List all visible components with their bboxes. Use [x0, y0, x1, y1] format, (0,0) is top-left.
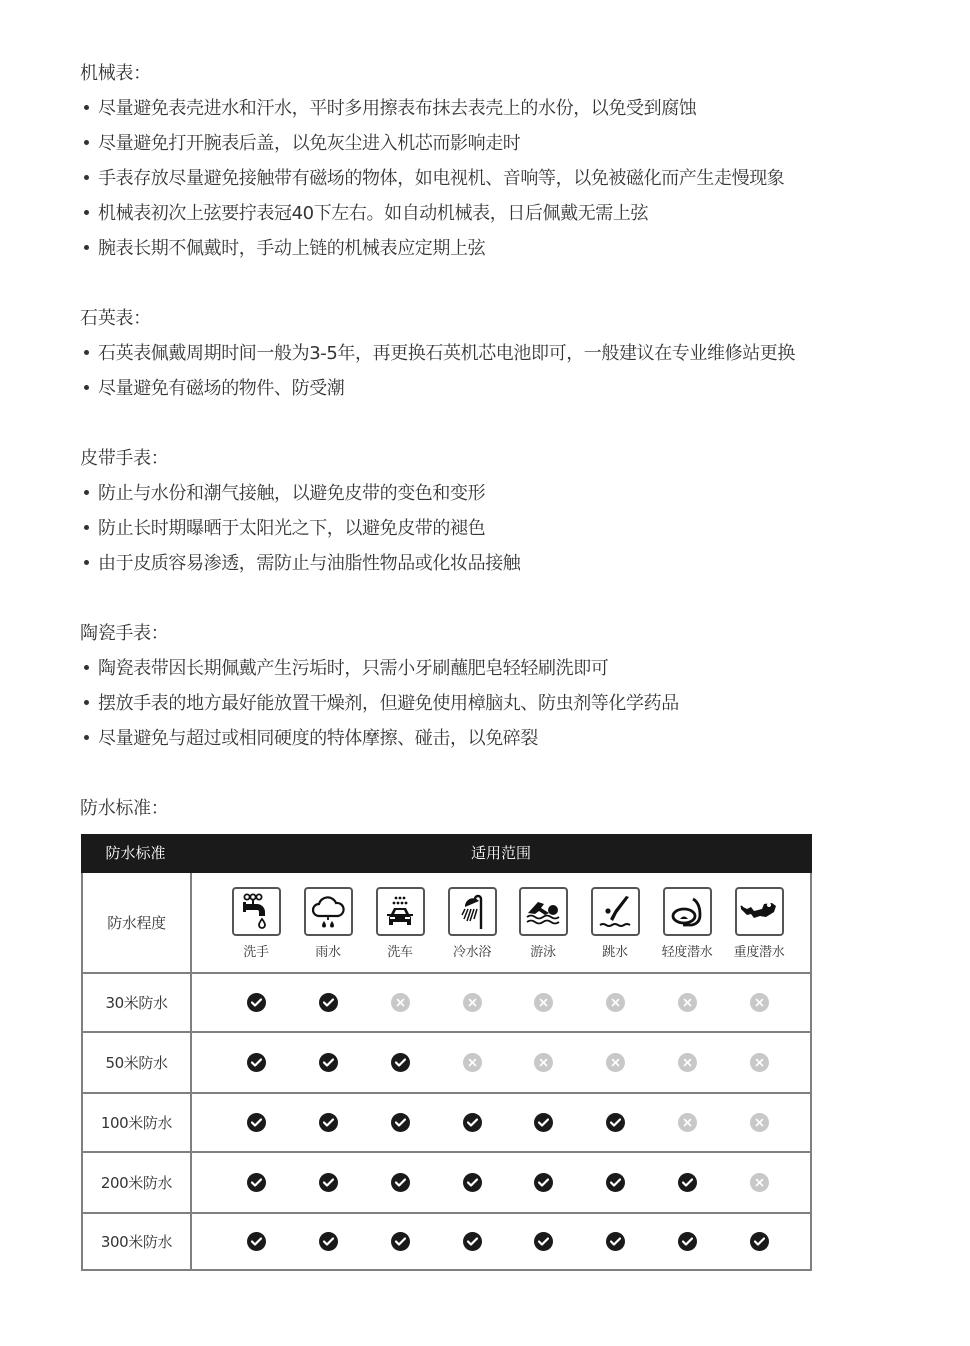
bullet-icon: [84, 560, 89, 565]
row-cells: [192, 1153, 810, 1212]
support-cell: [507, 1094, 579, 1151]
support-cell: [723, 1094, 795, 1151]
check-icon: [319, 1173, 338, 1192]
list-item: [80, 371, 940, 406]
swimming-icon: [519, 887, 568, 936]
row-cells: [192, 1033, 810, 1092]
list-item: [80, 546, 940, 581]
list-item-text: 尽量避免打开腕表后盖，以免灰尘进入机芯而影响走时: [98, 133, 521, 154]
support-cell: [364, 974, 436, 1031]
list-item-text: 由于皮质容易渗透，需防止与油脂性物品或化妆品接触: [98, 553, 521, 574]
section: [80, 616, 940, 756]
list-item: [80, 161, 940, 196]
bullet-icon: [84, 385, 89, 390]
cross-icon: [678, 993, 697, 1012]
support-cell: [436, 1033, 508, 1092]
check-icon: [391, 1232, 410, 1251]
check-icon: [606, 1232, 625, 1251]
activity-label: 洗手: [243, 945, 269, 960]
activity-cell: [220, 873, 292, 972]
check-icon: [391, 1113, 410, 1132]
section-title: 皮带手表：: [80, 448, 169, 469]
support-cell: [579, 1214, 651, 1269]
support-cell: [651, 1033, 723, 1092]
support-cell: [579, 1033, 651, 1092]
cross-icon: [678, 1053, 697, 1072]
list-item-text: 尽量避免有磁场的物件、防受潮: [98, 378, 345, 399]
support-cell: [220, 1214, 292, 1269]
support-cell: [220, 974, 292, 1031]
table-row: [83, 1212, 810, 1269]
list-item-text: 腕表长期不佩戴时，手动上链的机械表应定期上弦: [98, 238, 486, 259]
row-cells: [192, 974, 810, 1031]
list-item: [80, 336, 940, 371]
support-cell: [364, 1214, 436, 1269]
support-cell: [723, 974, 795, 1031]
snorkel-mask-icon: [663, 887, 712, 936]
support-cell: [220, 1033, 292, 1092]
support-cell: [364, 1033, 436, 1092]
support-cell: [436, 974, 508, 1031]
list-item-text: 石英表佩戴周期时间一般为3-5年，再更换石英机芯电池即可，一般建议在专业维修站更换: [98, 343, 795, 364]
care-instructions: [80, 56, 940, 826]
activity-label: 冷水浴: [452, 945, 492, 960]
section: [80, 56, 940, 266]
support-cell: [292, 1153, 364, 1212]
activity-label: 雨水: [315, 945, 341, 960]
row-cells: [192, 1094, 810, 1151]
check-icon: [606, 1173, 625, 1192]
cross-icon: [463, 1053, 482, 1072]
activity-cell: [723, 873, 795, 972]
spacer: [80, 756, 940, 791]
check-icon: [678, 1232, 697, 1251]
activity-cells: [192, 873, 810, 972]
support-cell: [507, 1214, 579, 1269]
check-icon: [391, 1053, 410, 1072]
check-icon: [750, 1232, 769, 1251]
bullet-icon: [84, 140, 89, 145]
support-cell: [436, 1094, 508, 1151]
support-cell: [651, 1153, 723, 1212]
list-item: [80, 476, 940, 511]
section-title: 石英表：: [80, 308, 151, 329]
check-icon: [319, 1113, 338, 1132]
section-title: 机械表：: [80, 63, 151, 84]
support-cell: [579, 1153, 651, 1212]
bullet-icon: [84, 245, 89, 250]
activity-label: 洗车: [387, 945, 413, 960]
list-item: [80, 231, 940, 266]
cross-icon: [606, 1053, 625, 1072]
support-cell: [507, 1153, 579, 1212]
support-cell: [651, 1214, 723, 1269]
bullet-icon: [84, 105, 89, 110]
check-icon: [247, 1113, 266, 1132]
row-label: 30米防水: [105, 994, 168, 1012]
support-cell: [723, 1153, 795, 1212]
list-item: [80, 686, 940, 721]
row-label: 防水程度: [107, 914, 166, 932]
spacer: [80, 581, 940, 616]
list-item-text: 机械表初次上弦要拧表冠40下左右。如自动机械表，日后佩戴无需上弦: [98, 203, 649, 224]
bullet-icon: [84, 350, 89, 355]
check-icon: [319, 1232, 338, 1251]
bullet-icon: [84, 665, 89, 670]
support-cell: [579, 974, 651, 1031]
list-item: [80, 196, 940, 231]
check-icon: [463, 1113, 482, 1132]
support-cell: [723, 1033, 795, 1092]
activity-cell: [579, 873, 651, 972]
support-cell: [220, 1094, 292, 1151]
row-label: 100米防水: [100, 1114, 173, 1132]
bullet-icon: [84, 525, 89, 530]
list-item-text: 防止长时期曝晒于太阳光之下，以避免皮带的褪色: [98, 518, 486, 539]
support-cell: [507, 974, 579, 1031]
support-cell: [292, 974, 364, 1031]
list-item-text: 陶瓷表带因长期佩戴产生污垢时，只需小牙刷蘸肥皂轻轻刷洗即可: [98, 658, 609, 679]
activity-cell: [364, 873, 436, 972]
scuba-diver-icon: [735, 887, 784, 936]
cross-icon: [750, 1113, 769, 1132]
row-label: 200米防水: [100, 1174, 173, 1192]
row-label: 50米防水: [105, 1054, 168, 1072]
cross-icon: [534, 993, 553, 1012]
bullet-icon: [84, 735, 89, 740]
support-cell: [292, 1094, 364, 1151]
activity-label: 游泳: [530, 945, 556, 960]
list-item-text: 手表存放尽量避免接触带有磁场的物体，如电视机、音响等，以免被磁化而产生走慢现象: [98, 168, 785, 189]
list-item-text: 摆放手表的地方最好能放置干燥剂，但避免使用樟脑丸、防虫剂等化学药品: [98, 693, 679, 714]
check-icon: [463, 1173, 482, 1192]
waterproof-title: 防水标准：: [80, 798, 169, 819]
support-cell: [579, 1094, 651, 1151]
rain-cloud-icon: [304, 887, 353, 936]
check-icon: [534, 1173, 553, 1192]
bullet-icon: [84, 210, 89, 215]
check-icon: [319, 1053, 338, 1072]
activity-label: 跳水: [602, 945, 628, 960]
support-cell: [292, 1214, 364, 1269]
support-cell: [651, 974, 723, 1031]
check-icon: [534, 1113, 553, 1132]
list-item: [80, 511, 940, 546]
list-item: [80, 126, 940, 161]
row-label: 300米防水: [100, 1233, 173, 1251]
cross-icon: [463, 993, 482, 1012]
header-applicable-scope: 适用范围: [470, 844, 531, 862]
cross-icon: [678, 1113, 697, 1132]
check-icon: [534, 1232, 553, 1251]
support-cell: [507, 1033, 579, 1092]
section: [80, 301, 940, 406]
cross-icon: [750, 993, 769, 1012]
row-cells: [192, 1214, 810, 1269]
support-cell: [436, 1153, 508, 1212]
check-icon: [678, 1173, 697, 1192]
support-cell: [723, 1214, 795, 1269]
support-cell: [364, 1153, 436, 1212]
list-item: [80, 721, 940, 756]
check-icon: [391, 1173, 410, 1192]
activity-cell: [436, 873, 508, 972]
list-item-text: 尽量避免表壳进水和汗水，平时多用擦表布抹去表壳上的水份，以免受到腐蚀: [98, 98, 697, 119]
table-row: [83, 972, 810, 1031]
section: [80, 441, 940, 581]
faucet-icon: [232, 887, 281, 936]
bullet-icon: [84, 490, 89, 495]
support-cell: [292, 1033, 364, 1092]
waterproof-table: [81, 834, 812, 1271]
table-header: [81, 834, 812, 873]
bullet-icon: [84, 700, 89, 705]
check-icon: [606, 1113, 625, 1132]
car-wash-icon: [376, 887, 425, 936]
activity-cell: [292, 873, 364, 972]
check-icon: [319, 993, 338, 1012]
header-waterproof-standard: 防水标准: [105, 844, 166, 862]
table-row: [83, 1092, 810, 1151]
cross-icon: [534, 1053, 553, 1072]
activity-icons-row: [83, 873, 810, 972]
support-cell: [364, 1094, 436, 1151]
support-cell: [436, 1214, 508, 1269]
activity-label: 轻度潜水: [661, 945, 713, 960]
spacer: [80, 406, 940, 441]
check-icon: [247, 993, 266, 1012]
list-item: [80, 651, 940, 686]
check-icon: [247, 1232, 266, 1251]
activity-label: 重度潜水: [733, 945, 785, 960]
cross-icon: [606, 993, 625, 1012]
check-icon: [247, 1053, 266, 1072]
table-body: [81, 873, 812, 1271]
table-row: [83, 1031, 810, 1092]
table-row: [83, 1151, 810, 1212]
activity-cell: [651, 873, 723, 972]
list-item: [80, 91, 940, 126]
list-item-text: 尽量避免与超过或相同硬度的特体摩擦、碰击，以免碎裂: [98, 728, 538, 749]
check-icon: [463, 1232, 482, 1251]
section-title: 陶瓷手表：: [80, 623, 169, 644]
shower-icon: [448, 887, 497, 936]
check-icon: [247, 1173, 266, 1192]
cross-icon: [391, 993, 410, 1012]
list-item-text: 防止与水份和潮气接触，以避免皮带的变色和变形: [98, 483, 486, 504]
diving-icon: [591, 887, 640, 936]
spacer: [80, 266, 940, 301]
activity-cell: [507, 873, 579, 972]
bullet-icon: [84, 175, 89, 180]
cross-icon: [750, 1053, 769, 1072]
cross-icon: [750, 1173, 769, 1192]
support-cell: [220, 1153, 292, 1212]
support-cell: [651, 1094, 723, 1151]
